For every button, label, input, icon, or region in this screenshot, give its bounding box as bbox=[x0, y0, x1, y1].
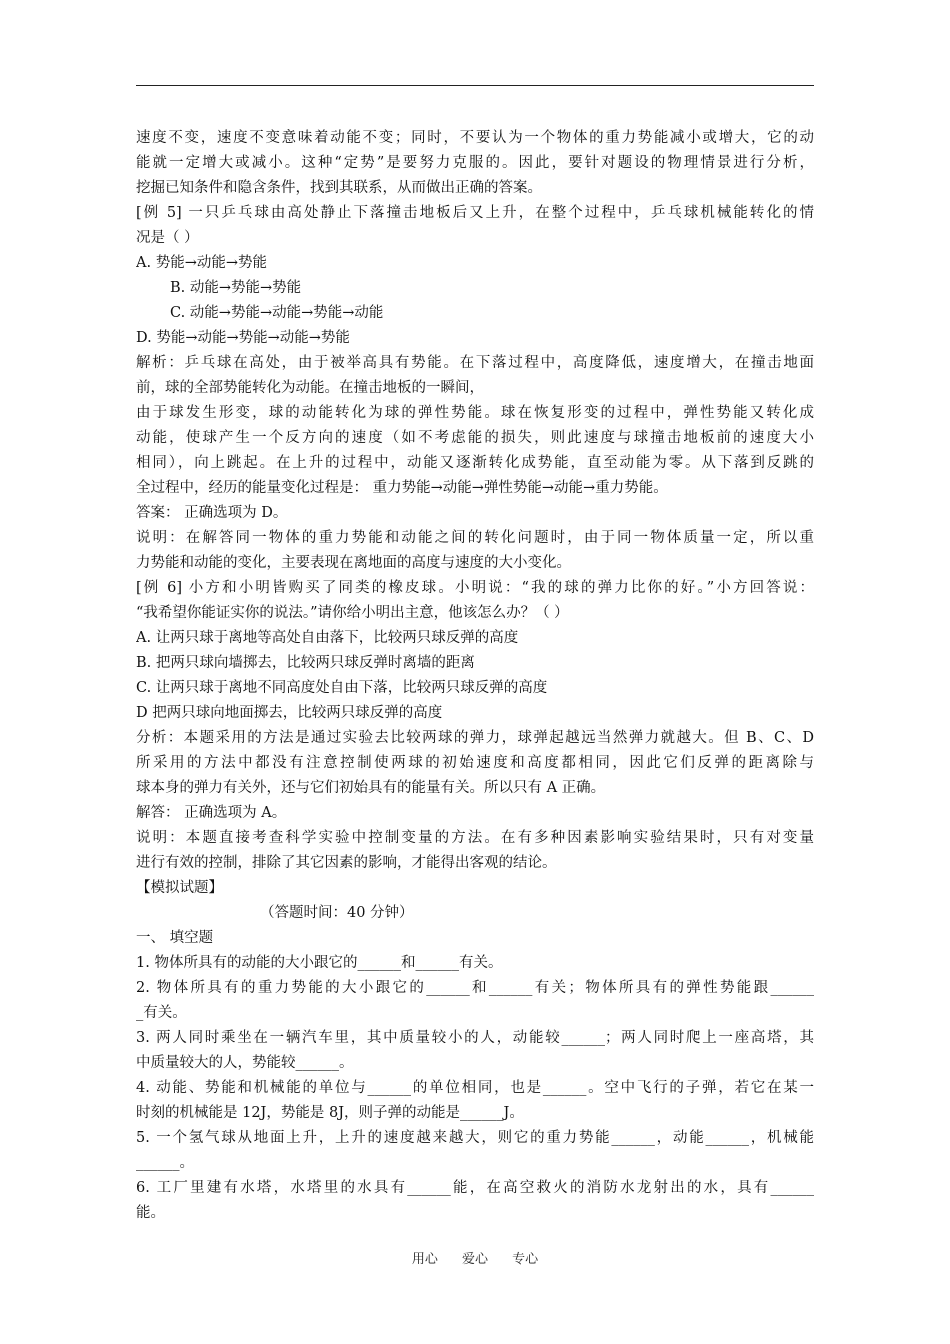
body-line: 况是（ ） bbox=[136, 230, 199, 246]
body-line: 由于球发生形变，球的动能转化为球的弹性势能。球在恢复形变的过程中，弹性势能又转化成 bbox=[136, 405, 814, 421]
body-line: 前，球的全部势能转化为动能。在撞击地板的一瞬间， bbox=[136, 380, 484, 396]
body-line: B. 动能→势能→势能 bbox=[170, 280, 302, 296]
body-line: 解析：乒乓球在高处，由于被举高具有势能。在下落过程中，高度降低，速度增大，在撞击地面 bbox=[136, 355, 814, 371]
body-line: 相同），向上跳起。在上升的过程中，动能又逐渐转化成势能，直至动能为零。从下落到反跳的 bbox=[136, 455, 814, 471]
body-line: 2. 物体所具有的重力势能的大小跟它的______和______有关；物体所具有的弹性势能跟______ bbox=[136, 980, 814, 996]
body-line: 6. 工厂里建有水塔，水塔里的水具有______能，在高空救火的消防水龙射出的水，具有______ bbox=[136, 1180, 814, 1196]
body-line: 一、 填空题 bbox=[136, 930, 214, 946]
header-rule bbox=[136, 85, 814, 86]
body-line: 中质量较大的人，势能较______。 bbox=[136, 1055, 354, 1071]
body-line: C. 让两只球于离地不同高度处自由下落，比较两只球反弹的高度 bbox=[136, 680, 548, 696]
body-line: A. 势能→动能→势能 bbox=[136, 255, 267, 271]
page-footer: 用心 爱心 专心 bbox=[411, 1252, 539, 1267]
body-line: 说明：本题直接考查科学实验中控制变量的方法。在有多种因素影响实验结果时，只有对变量 bbox=[136, 830, 814, 846]
body-line: 分析：本题采用的方法是通过实验去比较两球的弹力，球弹起越远当然弹力就越大。但 B、C、D bbox=[136, 730, 814, 746]
body-line: 力势能和动能的变化，主要表现在离地面的高度与速度的大小变化。 bbox=[136, 555, 571, 571]
body-line: “我希望你能证实你的说法。”请你给小明出主意，他该怎么办？（ ） bbox=[136, 605, 569, 621]
body-line: 能。 bbox=[136, 1205, 165, 1221]
body-line: 1. 物体所具有的动能的大小跟它的______和______有关。 bbox=[136, 955, 503, 971]
body-line: D 把两只球向地面掷去，比较两只球反弹的高度 bbox=[136, 705, 443, 721]
body-line: 动能，使球产生一个反方向的速度（如不考虑能的损失，则此速度与球撞击地板前的速度大小 bbox=[136, 430, 814, 446]
body-line: 【模拟试题】 bbox=[136, 880, 223, 896]
body-line: [例 5] 一只乒乓球由高处静止下落撞击地板后又上升，在整个过程中，乒乓球机械能转化的情 bbox=[136, 205, 814, 221]
body-line: 速度不变，速度不变意味着动能不变；同时，不要认为一个物体的重力势能减小或增大，它的动 bbox=[136, 130, 814, 146]
body-line: 能就一定增大或减小。这种“定势”是要努力克服的。因此，要针对题设的物理情景进行分析， bbox=[136, 155, 814, 171]
body-line: 5. 一个氢气球从地面上升，上升的速度越来越大，则它的重力势能______，动能______，机械能 bbox=[136, 1130, 814, 1146]
document-body bbox=[136, 126, 814, 1226]
body-line: 挖掘已知条件和隐含条件，找到其联系，从而做出正确的答案。 bbox=[136, 180, 542, 196]
body-line: A. 让两只球于离地等高处自由落下，比较两只球反弹的高度 bbox=[136, 630, 519, 646]
body-line: 时刻的机械能是 12J，势能是 8J，则子弹的动能是______J。 bbox=[136, 1105, 524, 1121]
body-line: _有关。 bbox=[136, 1005, 187, 1021]
body-line: 4. 动能、势能和机械能的单位与______的单位相同，也是______。空中飞行的子弹，若它在某一 bbox=[136, 1080, 814, 1096]
body-line: B. 把两只球向墙掷去，比较两只球反弹时离墙的距离 bbox=[136, 655, 475, 671]
body-line: 说明：在解答同一物体的重力势能和动能之间的转化问题时，由于同一物体质量一定，所以重 bbox=[136, 530, 814, 546]
body-line: 全过程中，经历的能量变化过程是： 重力势能→动能→弹性势能→动能→重力势能。 bbox=[136, 480, 668, 496]
body-line: ______。 bbox=[136, 1155, 194, 1171]
body-line: 球本身的弹力有关外，还与它们初始具有的能量有关。所以只有 A 正确。 bbox=[136, 780, 606, 796]
body-line: 3. 两人同时乘坐在一辆汽车里，其中质量较小的人，动能较______；两人同时爬上一座高塔，其 bbox=[136, 1030, 814, 1046]
body-line: （答题时间：40 分钟） bbox=[260, 905, 414, 921]
body-line: [例 6] 小方和小明皆购买了同类的橡皮球。小明说：“我的球的弹力比你的好。”小方回答说： bbox=[136, 580, 814, 596]
body-line: 解答： 正确选项为 A。 bbox=[136, 805, 287, 821]
body-line: C. 动能→势能→动能→势能→动能 bbox=[170, 305, 384, 321]
body-line: 所采用的方法中都没有注意控制使两球的初始速度和高度都相同，因此它们反弹的距离除与 bbox=[136, 755, 814, 771]
body-line: D. 势能→动能→势能→动能→势能 bbox=[136, 330, 350, 346]
body-line: 答案： 正确选项为 D。 bbox=[136, 505, 288, 521]
body-line: 进行有效的控制，排除了其它因素的影响，才能得出客观的结论。 bbox=[136, 855, 557, 871]
